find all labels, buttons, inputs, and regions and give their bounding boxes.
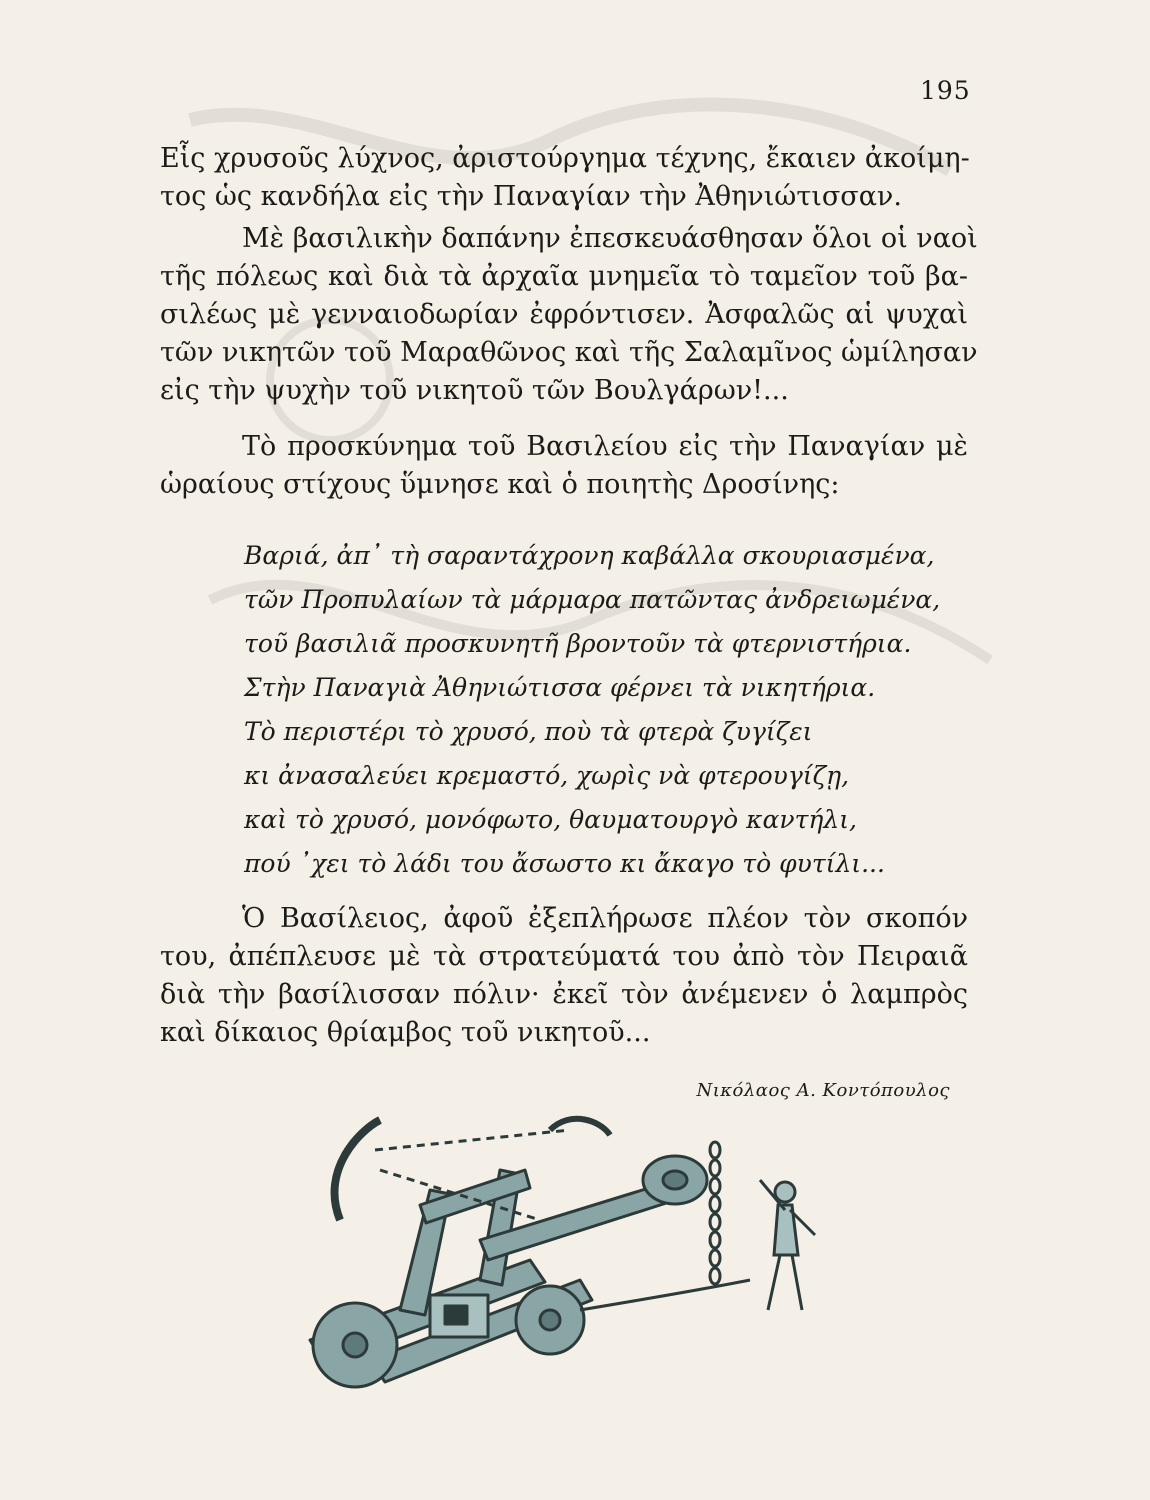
text-line: Εἷς χρυσοῦς λύχνος, ἀριστούργημα τέχνης, ἔκαιεν ἀκοίμη- — [160, 143, 970, 174]
text-line: του, ἀπέπλευσε μὲ τὰ στρατεύματά του ἀπὸ τὸν Πειραιᾶ — [160, 941, 968, 972]
catapult-icon — [280, 1110, 840, 1400]
poem-line: πού ᾽χει τὸ λάδι του ἄσωστο κι ἄκαγο τὸ φυτίλι... — [244, 849, 885, 878]
poem-line: κι ἀνασαλεύει κρεμαστό, χωρὶς νὰ φτερουγίζῃ, — [244, 761, 850, 790]
paragraph-1 — [160, 140, 968, 216]
text-line: τῆς πόλεως καὶ διὰ τὰ ἀρχαῖα μνημεῖα τὸ ταμεῖον τοῦ βα- — [160, 261, 968, 292]
author-signature: Νικόλαος Α. Κοντόπουλος — [696, 1080, 950, 1101]
text-line: καὶ δίκαιος θρίαμβος τοῦ νικητοῦ... — [160, 1017, 651, 1048]
paragraph-4 — [160, 900, 968, 1052]
text-line: σιλέως μὲ γενναιοδωρίαν ἐφρόντισεν. Ἀσφαλῶς αἱ ψυχαὶ — [160, 299, 968, 330]
poem-line: τοῦ βασιλιᾶ προσκυνητῆ βροντοῦν τὰ φτερνιστήρια. — [244, 629, 912, 658]
text-line: Τὸ προσκύνημα τοῦ Βασιλείου εἰς τὴν Παναγίαν μὲ — [242, 431, 968, 462]
text-line: διὰ τὴν βασίλισσαν πόλιν· ἐκεῖ τὸν ἀνέμενεν ὁ λαμπρὸς — [160, 979, 968, 1010]
text-line: Ὁ Βασίλειος, ἀφοῦ ἐξεπλήρωσε πλέον τὸν σκοπόν — [242, 903, 968, 934]
poem-line: καὶ τὸ χρυσό, μονόφωτο, θαυματουργὸ καντήλι, — [244, 805, 857, 834]
poem-line: τῶν Προπυλαίων τὰ μάρμαρα πατῶντας ἀνδρειωμένα, — [244, 585, 941, 614]
text-line: ὡραίους στίχους ὕμνησε καὶ ὁ ποιητὴς Δροσίνης: — [160, 469, 840, 500]
poem-line: Βαριά, ἀπ᾽ τὴ σαραντάχρονη καβάλλα σκουριασμένα, — [244, 541, 935, 570]
page-number: 195 — [920, 76, 971, 105]
text-line: Μὲ βασιλικὴν δαπάνην ἐπεσκευάσθησαν ὅλοι οἱ ναοὶ — [242, 223, 978, 254]
text-line: τῶν νικητῶν τοῦ Μαραθῶνος καὶ τῆς Σαλαμῖνος ὡμίλησαν — [160, 337, 978, 368]
text-line: εἰς τὴν ψυχὴν τοῦ νικητοῦ τῶν Βουλγάρων!... — [160, 375, 789, 406]
paragraph-2 — [160, 220, 978, 410]
poem-line: Στὴν Παναγιὰ Ἀθηνιώτισσα φέρνει τὰ νικητήρια. — [244, 673, 876, 702]
paragraph-3 — [160, 428, 968, 504]
poem-block — [244, 534, 944, 886]
poem-line: Τὸ περιστέρι τὸ χρυσό, ποὺ τὰ φτερὰ ζυγίζει — [244, 717, 813, 746]
text-line: τος ὡς κανδήλα εἰς τὴν Παναγίαν τὴν Ἀθηνιώτισσαν. — [160, 181, 902, 212]
